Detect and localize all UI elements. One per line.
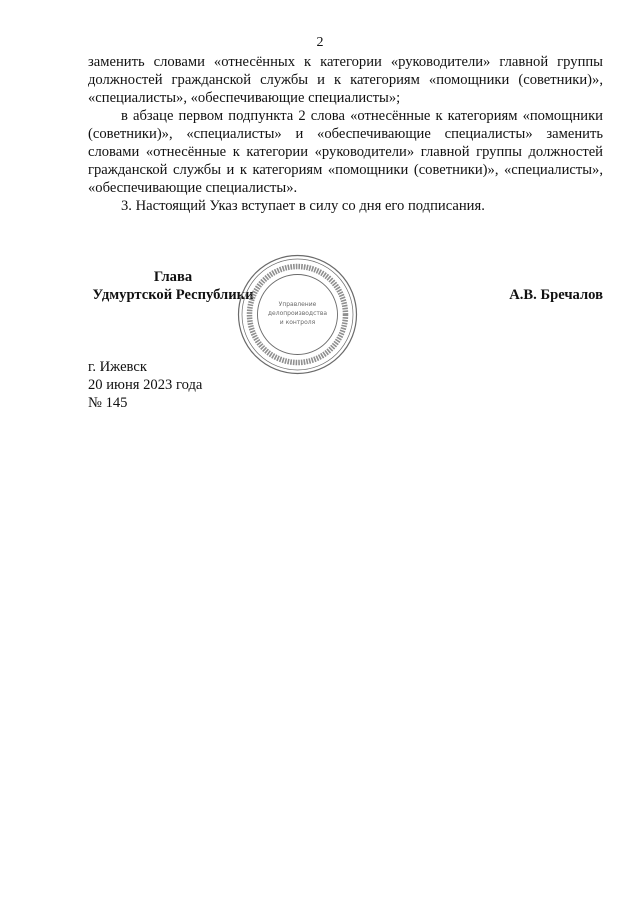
seal-text-line-3: и контроля xyxy=(279,319,316,326)
seal-text-line-2: делопроизводства xyxy=(267,310,328,317)
seal-text-line-1: Управление xyxy=(278,301,317,308)
issue-place: г. Ижевск xyxy=(88,359,147,375)
signatory-position xyxy=(88,268,258,304)
paragraph-subparagraph-2: в абзаце первом подпункта 2 слова «отнесённые к категориям «помощники (советники)», «специалисты» и «обеспечивающие специалисты» заменить словами «отнесённые к категории «руководители» главной группы должностей гражданской службы и к категориям «помощники (советники)», «специалисты», «обеспечивающие специалисты». xyxy=(88,108,603,196)
issue-number: № 145 xyxy=(88,395,128,411)
signatory-title: Глава xyxy=(153,269,193,285)
paragraph-entry-into-force: 3. Настоящий Указ вступает в силу со дня его подписания. xyxy=(121,198,485,214)
signatory-name: А.В. Бречалов xyxy=(509,287,603,303)
issue-details xyxy=(88,358,202,412)
official-seal xyxy=(235,252,360,377)
document-body xyxy=(88,53,603,215)
page-number: 2 xyxy=(316,35,324,50)
paragraph-replacement-continued: заменить словами «отнесённых к категории «руководители» главной группы должностей гражданской службы и к категориям «помощники (советники)», «специалисты», «обеспечивающие специалисты»; xyxy=(88,54,603,106)
issue-date: 20 июня 2023 года xyxy=(88,377,203,393)
signatory-region: Удмуртской Республики xyxy=(92,287,254,303)
